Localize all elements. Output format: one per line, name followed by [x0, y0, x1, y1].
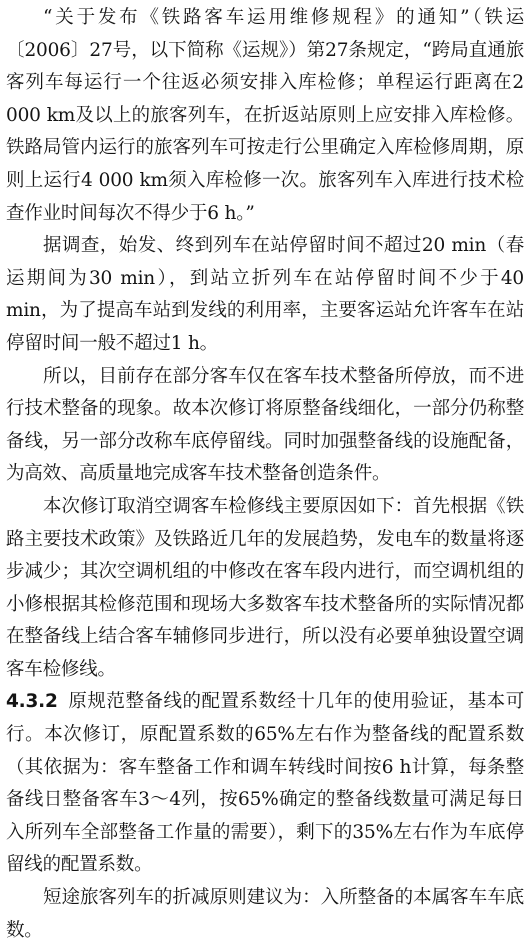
section-body-text: 原规范整备线的配置系数经十几年的使用验证，基本可行。本次修订，原配置系数的65%左右作为整备线的配置系数（其依据为：客车整备工作和调车转线时间按6 h计算，每条整备线日整备客车3～4列，按65%确定的整备线数量可满足每日入所列车全部整备工作量的需要），剩下的35%左右作为车底停留线的配置系数。 [6, 691, 524, 876]
paragraph-regulation-quote: “关于发布《铁路客车运用维修规程》的通知”（铁运〔2006〕27号，以下简称《运规》）第27条规定，“跨局直通旅客列车每运行一个往返必须安排入库检修；单程运行距离在2 000 km及以上的旅客列车，在折返站原则上应安排入库检修。铁路局管内运行的旅客列车可按走行公里确定入库检修周期，原则上运行4 000 km须入库检修一次。旅客列车入库进行技术检查作业时间每次不得少于6 h。” [6, 7, 524, 224]
section-number: 4.3.2 [6, 691, 58, 713]
paragraph-revision-reasons: 本次修订取消空调客车检修线主要原因如下：首先根据《铁路主要技术政策》及铁路近几年的发展趋势，发电车的数量将逐步减少；其次空调机组的中修改在客车段内进行，而空调机组的小修根据其检修范围和现场大多数客车技术整备所的实际情况都在整备线上结合客车辅修同步进行，所以没有必要单独设置空调客车检修线。 [6, 495, 524, 680]
paragraph-survey: 据调查，始发、终到列车在站停留时间不超过20 min（春运期间为30 min），到站立折列车在站停留时间不少于40 min，为了提高车站到发线的利用率，主要客运站允许客车在站停留时间一般不超过1 h。 [6, 235, 524, 354]
paragraph-section-4-3-2 [6, 686, 524, 882]
paragraph-short-distance-trains: 短途旅客列车的折减原则建议为：入所整备的本属客车车底数。 [6, 887, 524, 941]
paragraph-conclusion: 所以，目前存在部分客车仅在客车技术整备所停放，而不进行技术整备的现象。故本次修订将原整备线细化，一部分仍称整备线，另一部分改称车底停留线。同时加强整备线的设施配备，为高效、高质量地完成客车技术整备创造条件。 [6, 365, 524, 485]
